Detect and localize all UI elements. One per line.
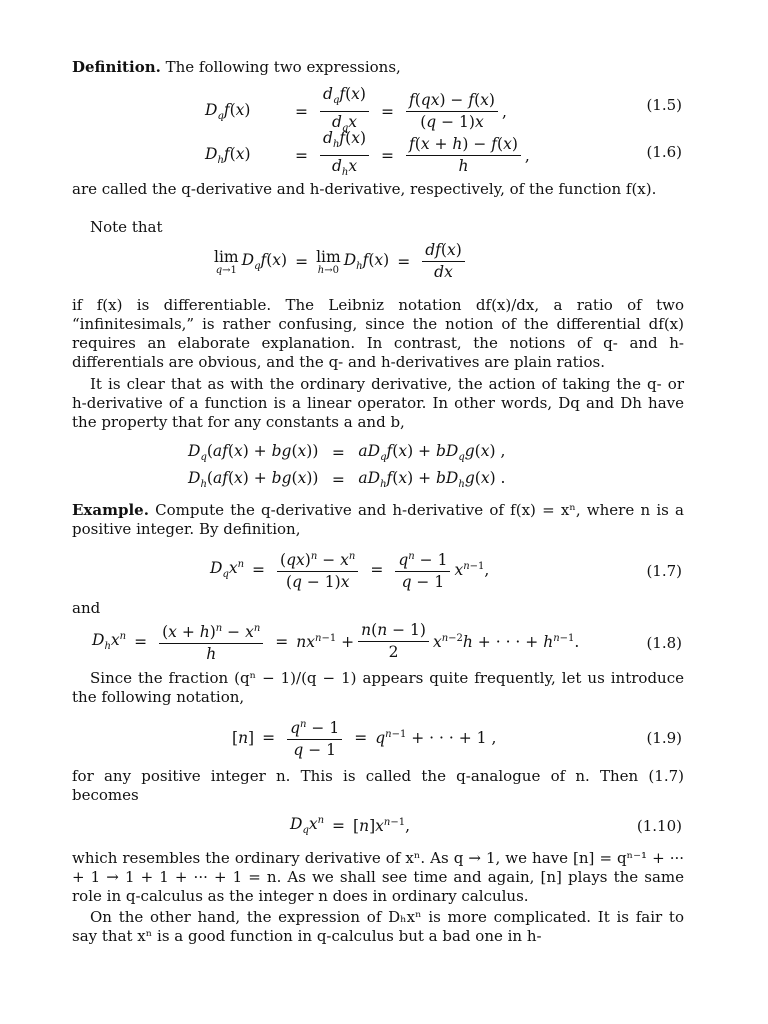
equation-number-1-10: (1.10) [636,817,682,835]
equation-1-7: $D_qx^n$ = $\frac{(qx)^n - x^n}{(q - 1)x}$ = $\frac{q^n - 1}{q - 1}$ $x^{n-1}$, [210,548,489,591]
equation-1-8: $D_hx^n$ = $\frac{(x + h)^n - x^n}{h}$ = $nx^{n-1}$ + $\frac{n(n - 1)}{2}$ $x^{n-2}h$ + · · · + $h^{n-1}$. [92,621,580,664]
equation-1-5: $D_qf(x)$ = $\frac{d_qf(x)}{d_qx}$ = $\frac{f(qx) - f(x)}{(q - 1)x}$ , [205,85,507,135]
example-heading: Example. [72,501,149,519]
notation-paragraph: Since the fraction (qⁿ − 1)/(q − 1) appears quite frequently, let us introduce the following notation, [72,669,684,706]
definition-after: are called the q-derivative and h-derivative, respectively, of the function f(x). [72,180,657,198]
equation-1-6: $D_hf(x)$ = $\frac{d_hf(x)}{d_hx}$ = $\frac{f(x + h) - f(x)}{h}$ , [205,129,530,179]
definition-paragraph [72,58,684,77]
equation-1-10: $D_qx^n$ = $[n]x^{n-1}$, [290,815,411,837]
example-paragraph [72,501,684,539]
definition-heading: Definition. [72,58,161,76]
equation-number-1-7: (1.7) [646,562,682,580]
closing-paragraph-1: which resembles the ordinary derivative of xⁿ. As q → 1, we have [n] = qⁿ⁻¹ + ··· + 1 → 1 + 1 + ··· + 1 = n. As we shall see time and again, [n] plays the same role in q-calculus as the integer n does in ordinary calculus. [72,849,684,905]
linearity-paragraph: It is clear that as with the ordinary derivative, the action of taking the q- or h-derivative of a function is a linear operator. In other words, Dq and Dh have the property that for any constants a and b, [72,375,684,431]
closing-paragraph-2: On the other hand, the expression of Dₕxⁿ is more complicated. It is fair to say that xⁿ is a good function in q-calculus but a bad one in h- [72,908,684,945]
linearity-equations: $D_q(af(x) + bg(x))$ = $aD_qf(x) + bD_qg(x)$ , $D_h(af(x) + bg(x))$ = $aD_hf(x) + bD_hg(x)$ . [188,442,506,491]
equation-number-1-6: (1.6) [646,143,682,161]
example-text: Compute the q-derivative and h-derivative of f(x) = xⁿ, where n is a positive integer. By definition, [72,501,684,538]
limit-equation: lim q→1 $D_qf(x)$ = lim h→0 $D_hf(x)$ = $\frac{df(x)}{dx}$ [214,242,469,281]
notation-after: for any positive integer n. This is called the q-analogue of n. Then (1.7) becomes [72,767,684,804]
note-after: if f(x) is differentiable. The Leibniz notation df(x)/dx, a ratio of two “infinitesimals,” is rather confusing, since the notion of the differential df(x) requires an elaborate explanation. In contrast, the notions of q- and h-differentials are obvious, and the q- and h-derivatives are plain ratios. [72,296,684,371]
equation-number-1-5: (1.5) [646,96,682,114]
equation-1-9: [n] = $\frac{q^n - 1}{q - 1}$ = $q^{n-1}$ + · · · + 1 , [232,716,496,759]
and-text: and [72,599,101,617]
equation-number-1-9: (1.9) [646,729,682,747]
equation-number-1-8: (1.8) [646,634,682,652]
note-intro: Note that [90,218,163,236]
definition-intro: The following two expressions, [165,58,401,76]
